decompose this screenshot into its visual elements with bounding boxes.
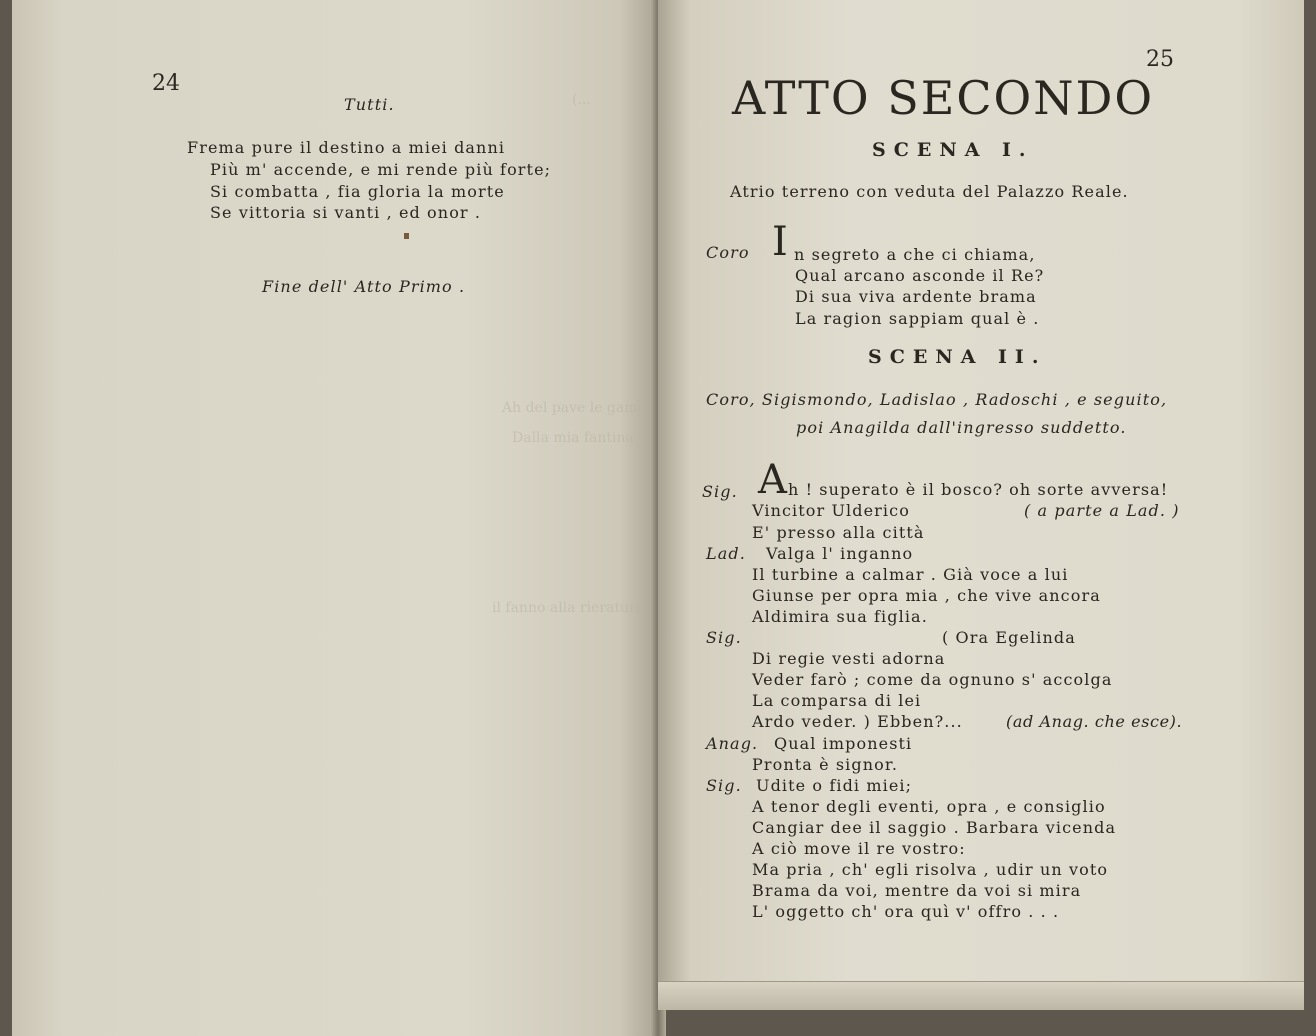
speaker-label: Sig. [702,482,738,501]
verse-line: La ragion sappiam qual è . [795,309,1040,328]
verse-line: Si combatta , fia gloria la morte [210,182,505,201]
verse-line: Il turbine a calmar . Già voce a lui [752,565,1069,584]
speaker-label: Sig. [706,628,742,647]
page-number: 25 [1146,47,1174,72]
verse-line: Qual arcano asconde il Re? [795,266,1045,285]
scene-heading: SCENA II. [868,346,1047,368]
verse-line: Giunse per opra mia , che vive ancora [752,586,1101,605]
verse-line: L' oggetto ch' ora quì v' offro . . . [752,902,1060,921]
page-bottom-edge [658,981,1304,1010]
verse-line: La comparsa di lei [752,691,922,710]
characters-list: Coro, Sigismondo, Ladislao , Radoschi , e seguito, [706,390,1168,409]
show-through: (... [572,92,591,108]
show-through: Dalla mia fantina [512,430,634,446]
stage-direction: ( a parte a Lad. ) [1024,501,1180,520]
speaker-label: Sig. [706,776,742,795]
characters-list: poi Anagilda dall'ingresso suddetto. [796,418,1127,437]
verse-line: Ardo veder. ) Ebben?... [752,712,963,731]
stage-direction: (ad Anag. che esce). [1006,712,1183,731]
verse-line: Più m' accende, e mi rende più forte; [210,160,552,179]
stage-setting: Atrio terreno con veduta del Palazzo Reale. [730,182,1129,201]
verse-line: Aldimira sua figlia. [752,607,928,626]
speaker-label: Coro [706,243,750,262]
verse-line: h ! superato è il bosco? oh sorte avversa! [788,480,1169,499]
verse-line: Se vittoria si vanti , ed onor . [210,203,482,222]
speaker-label: Lad. [706,544,746,563]
act-title: ATTO SECONDO [732,71,1155,125]
verse-line: Frema pure il destino a miei danni [187,138,506,157]
verse-line: Vincitor Ulderico [752,501,910,520]
scene-heading: SCENA I. [872,139,1034,161]
speaker-heading: Tutti. [344,95,395,114]
verse-line: ( Ora Egelinda [942,628,1076,647]
verse-line: Valga l' inganno [766,544,914,563]
left-page [12,0,658,1036]
verse-line: Ma pria , ch' egli risolva , udir un voto [752,860,1109,879]
drop-cap: I [772,219,789,265]
verse-line: Pronta è signor. [752,755,899,774]
verse-line: Udite o fidi miei; [756,776,913,795]
ornament-dot [404,233,409,239]
verse-line: Veder farò ; come da ognuno s' accolga [752,670,1113,689]
end-of-act-note: Fine dell' Atto Primo . [262,277,466,296]
verse-line: n segreto a che ci chiama, [794,245,1036,264]
drop-cap: A [758,457,788,503]
verse-line: A ciò move il re vostro: [752,839,966,858]
verse-line: Cangiar dee il saggio . Barbara vicenda [752,818,1117,837]
verse-line: Brama da voi, mentre da voi si mira [752,881,1082,900]
verse-line: Di sua viva ardente brama [795,287,1037,306]
verse-line: Qual imponesti [774,734,913,753]
verse-line: Di regie vesti adorna [752,649,946,668]
verse-line: E' presso alla città [752,523,925,542]
verse-line: A tenor degli eventi, opra , e consiglio [752,797,1106,816]
right-page [658,0,1304,1010]
speaker-label: Anag. [706,734,759,753]
page-number: 24 [152,71,180,96]
show-through: Ah del pave le gamo [502,400,646,416]
show-through: il fanno alla rieratura [492,600,645,616]
